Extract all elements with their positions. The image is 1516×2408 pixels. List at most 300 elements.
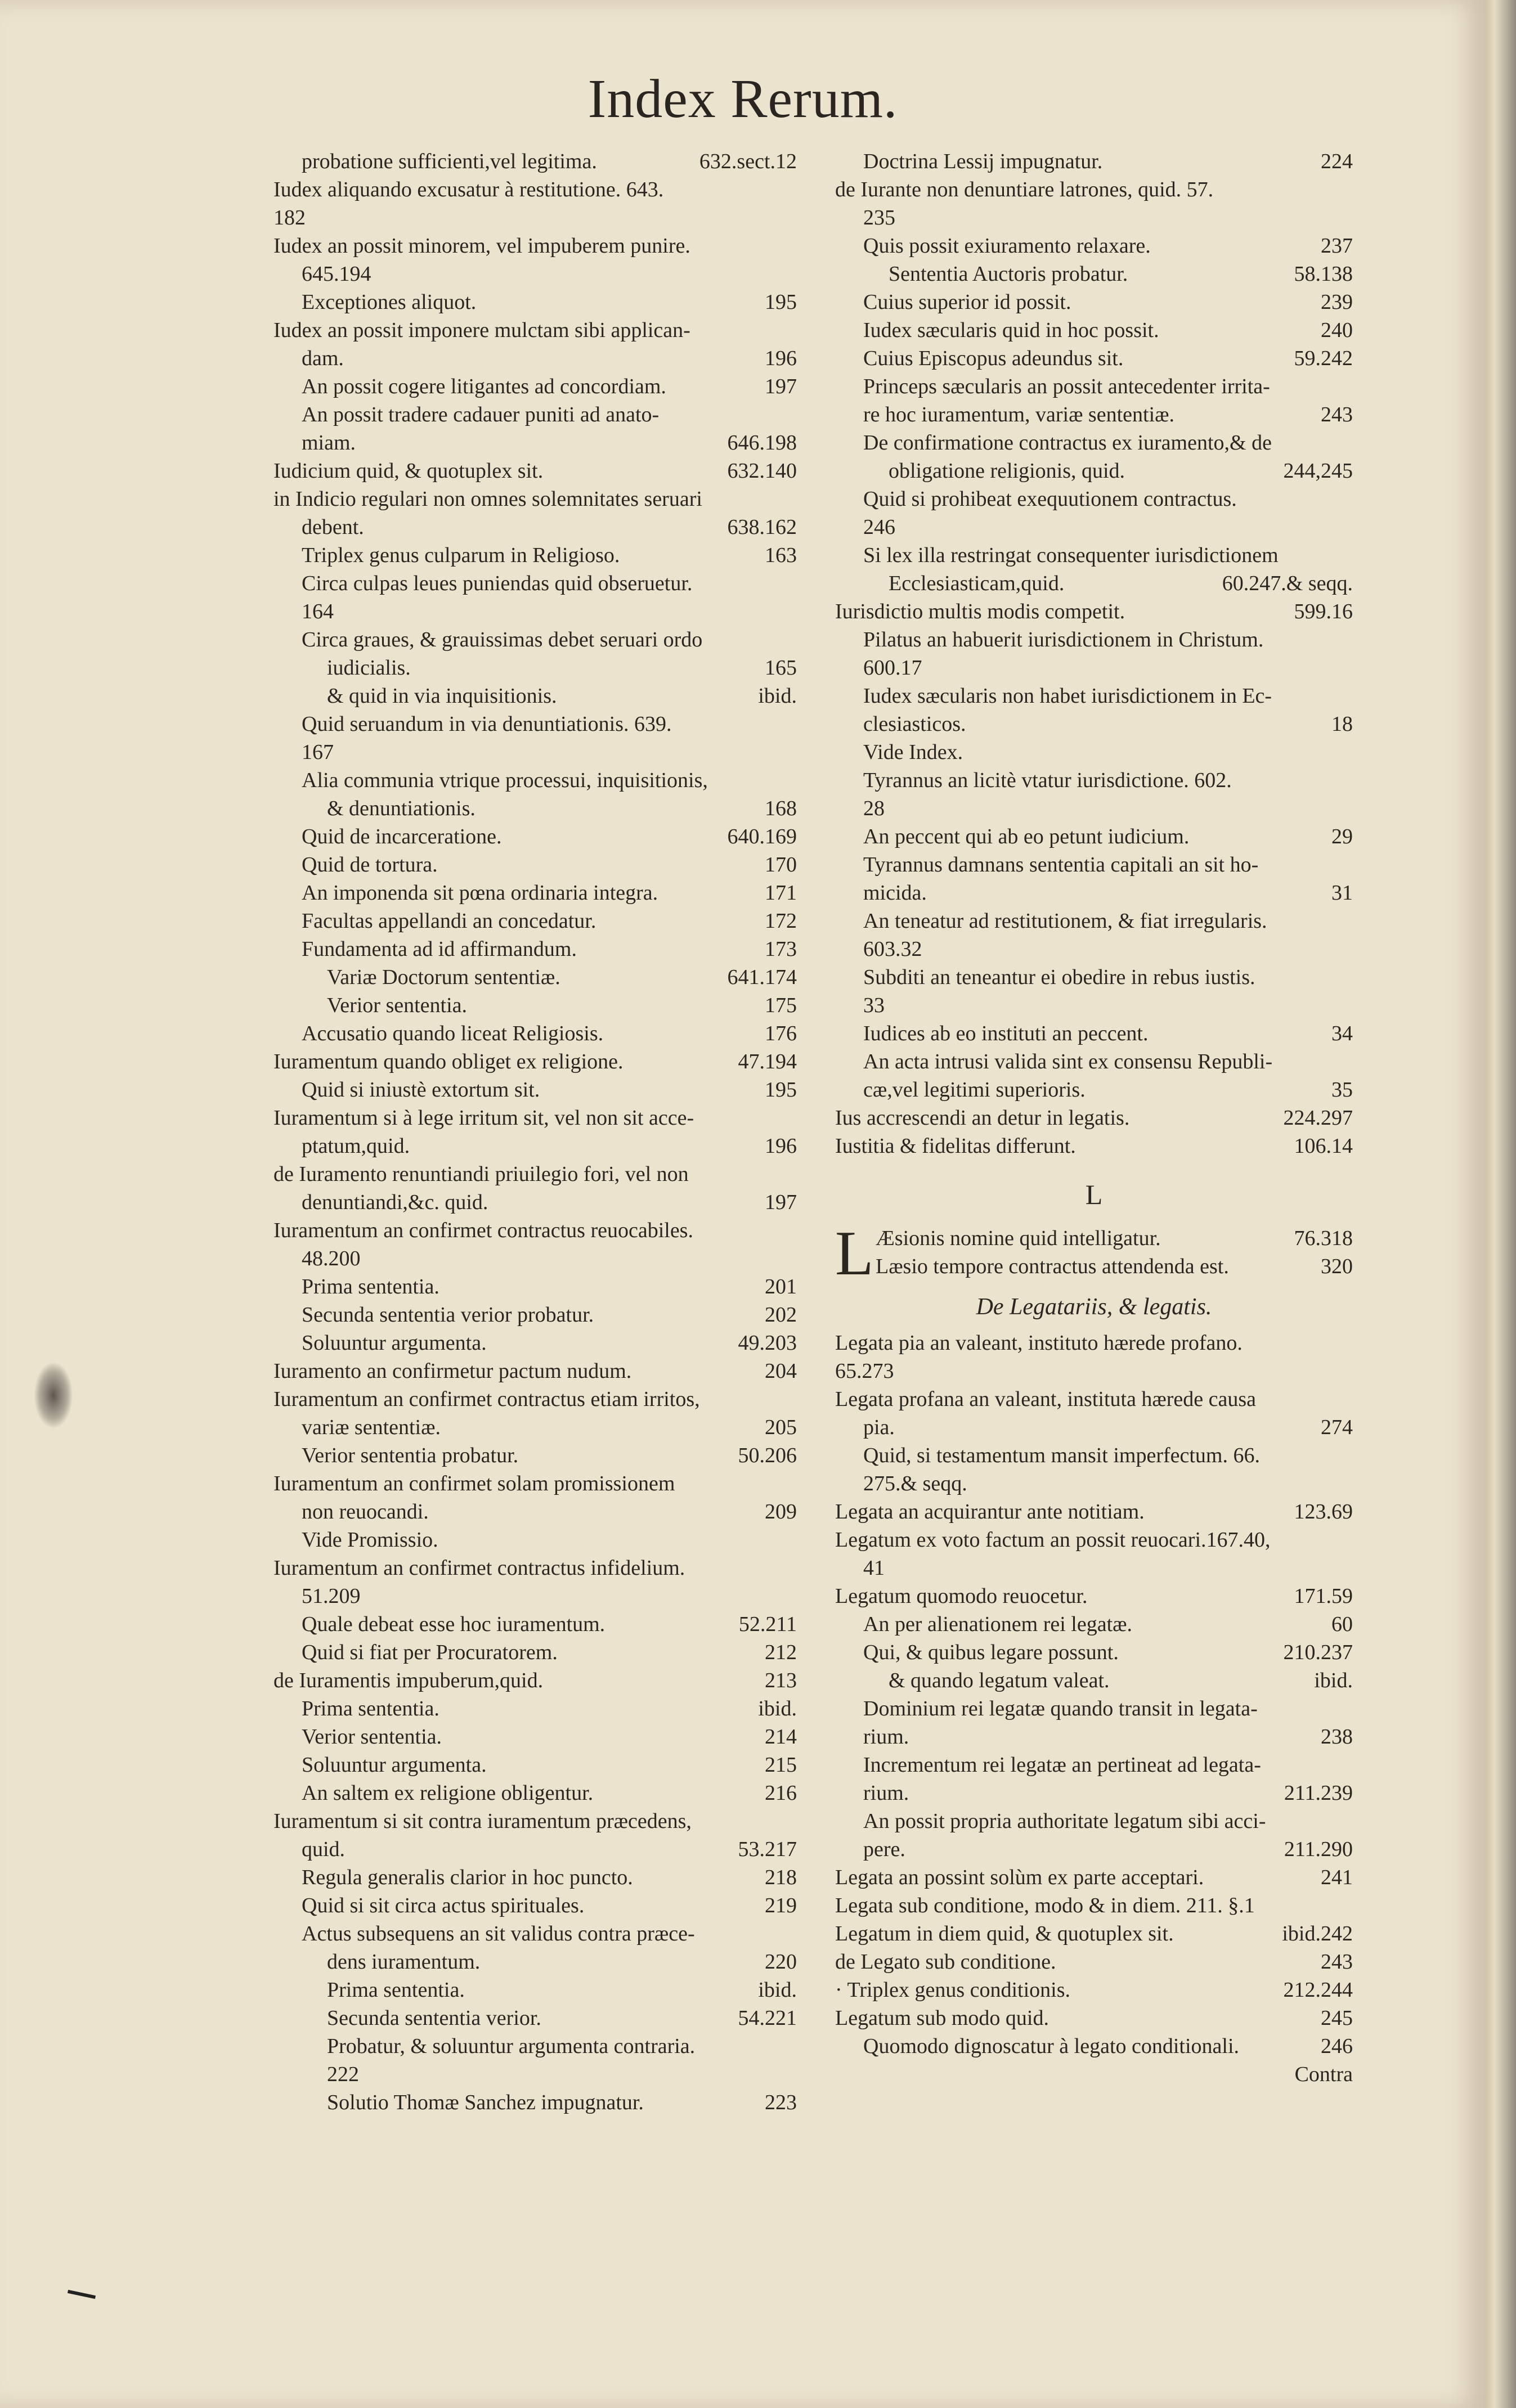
entry-text: rium. [863,1781,909,1805]
index-entry [273,1076,797,1104]
entry-text: Quomodo dignoscatur à legato conditionali. [863,2034,1240,2058]
index-entry [835,794,1353,823]
entry-page-ref: 196 [765,1134,797,1158]
entry-text: Vide Index. [863,740,963,764]
entry-page-ref: 197 [765,375,797,398]
index-entry [273,991,797,1019]
index-entry [273,1751,797,1779]
index-entry [835,682,1353,710]
entry-text: Verior sententia probatur. [302,1444,519,1467]
entry-text: cæ,vel legitimi superioris. [863,1078,1086,1102]
entry-text: Quale debeat esse hoc iuramentum. [302,1612,605,1636]
index-entry [835,1413,1353,1441]
entry-text: Iuramento an confirmetur pactum nudum. [273,1359,632,1383]
entry-page-ref: 34 [1331,1022,1353,1045]
index-entry [273,204,797,232]
index-entry [835,372,1353,401]
entry-text: de Iuramento renuntiandi priuilegio fori, vel non [273,1162,689,1186]
entry-page-ref: 54.221 [738,2006,797,2030]
entry-text: Iudex an possit minorem, vel impuberem punire. [273,234,690,258]
entry-text: An acta intrusi valida sint ex consensu Republi- [863,1050,1273,1073]
entry-page-ref: 209 [765,1500,797,1524]
entry-text: Legata an possint solùm ex parte acceptari. [835,1866,1204,1889]
entry-page-ref: 646.198 [727,431,797,455]
entry-text: 51.209 [302,1584,361,1608]
index-entry [835,1751,1353,1779]
index-entry [273,372,797,401]
entry-page-ref: 53.217 [738,1838,797,1861]
index-entry [273,1357,797,1385]
index-entry [835,1666,1353,1695]
index-entry [273,1273,797,1301]
entry-text: Iustitia & fidelitas differunt. [835,1134,1076,1158]
index-entry [273,1216,797,1245]
index-entry [273,1695,797,1723]
index-entry [273,1160,797,1188]
entry-text: Incrementum rei legatæ an pertineat ad legata- [863,1753,1261,1777]
index-entry [273,794,797,823]
entry-text: Iuramentum an confirmet contractus etiam irritos, [273,1387,700,1411]
index-entry [835,991,1353,1019]
index-entry [835,851,1353,879]
index-entry [835,401,1353,429]
index-entry [835,541,1353,569]
index-entry [273,738,797,766]
index-entry [273,344,797,372]
drop-cap: L [835,1219,874,1288]
entry-page-ref: 172 [765,909,797,933]
entry-text: miam. [302,431,356,455]
entry-text: Solutio Thomæ Sanchez impugnatur. [327,2091,644,2114]
entry-text: An peccent qui ab eo petunt iudicium. [863,825,1190,848]
entry-text: & quando legatum valeat. [889,1669,1110,1692]
entry-text: de Iuramentis impuberum,quid. [273,1669,544,1692]
entry-page-ref: ibid. [758,684,797,708]
entry-page-ref: 240 [1321,318,1353,342]
entry-page-ref: 245 [1321,2006,1353,2030]
entry-text: Ius accrescendi an detur in legatis. [835,1106,1130,1130]
entry-page-ref: 163 [765,543,797,567]
index-entry [273,935,797,963]
entry-page-ref: 76.318 [1294,1227,1353,1250]
entry-text: debent. [302,515,364,539]
index-entry [835,1252,1353,1281]
entry-text: Iudex sæcularis non habet iurisdictionem in Ec- [863,684,1272,708]
index-entry [835,738,1353,766]
index-entry [835,1554,1353,1582]
entry-text: Iudicium quid, & quotuplex sit. [273,459,544,483]
index-entry [273,1301,797,1329]
entry-page-ref: 59.242 [1294,347,1353,370]
entry-text: & quid in via inquisitionis. [327,684,557,708]
entry-text: Fundamenta ad id affirmandum. [302,937,577,961]
entry-page-ref: 176 [765,1022,797,1045]
entry-page-ref: 29 [1331,825,1353,848]
index-entry [273,626,797,654]
index-entry [835,1695,1353,1723]
entry-text: An possit cogere litigantes ad concordiam. [302,375,666,398]
entry-page-ref: 218 [765,1866,797,1889]
entry-page-ref: 196 [765,347,797,370]
entry-page-ref: 165 [765,656,797,680]
entry-text: Prima sententia. [302,1697,439,1720]
entry-text: re hoc iuramentum, variæ sententiæ. [863,403,1174,426]
index-entry [835,513,1353,541]
entry-page-ref: 640.169 [727,825,797,848]
index-entry [273,232,797,260]
entry-text: iudicialis. [327,656,411,680]
entry-text: & denuntiationis. [327,797,476,820]
entry-text: Prima sententia. [327,1978,465,2002]
page-edge [1486,0,1516,2408]
entry-page-ref: 213 [765,1669,797,1692]
index-entry [273,1019,797,1048]
index-entry [835,1329,1353,1357]
entry-text: probatione sufficienti,vel legitima. [302,150,597,173]
entry-page-ref: 195 [765,290,797,314]
index-entry [273,1329,797,1357]
entry-page-ref: 211.290 [1284,1838,1353,1861]
index-entry [835,654,1353,682]
entry-text: dens iuramentum. [327,1950,481,1974]
index-entry [835,176,1353,204]
entry-text: Legata profana an valeant, instituta hærede causa [835,1387,1257,1411]
entry-text: de Iurante non denuntiare latrones, quid. 57. [835,178,1214,201]
index-entry [835,147,1353,176]
entry-text: Legatum ex voto factum an possit reuocari.167.40, [835,1528,1271,1552]
index-entry [835,1470,1353,1498]
entry-page-ref: 58.138 [1294,262,1353,286]
index-entry [273,2060,797,2088]
index-entry [835,907,1353,935]
entry-text: Legata an acquirantur ante notitiam. [835,1500,1145,1524]
entry-page-ref: 239 [1321,290,1353,314]
entry-text: Dominium rei legatæ quando transit in legata- [863,1697,1258,1720]
entry-text: 41 [863,1556,885,1580]
entry-page-ref: 274 [1321,1416,1353,1439]
index-entry [835,2032,1353,2060]
entry-page-ref: 168 [765,797,797,820]
entry-page-ref: 223 [765,2091,797,2114]
entry-page-ref: 599.16 [1294,600,1353,623]
index-entry [273,2004,797,2032]
index-entry [273,513,797,541]
entry-page-ref: 224 [1321,150,1353,173]
index-entry [835,569,1353,597]
index-entry [835,1723,1353,1751]
entry-text: Iuramentum si à lege irritum sit, vel non sit acce- [273,1106,694,1130]
entry-text: An per alienationem rei legatæ. [863,1612,1132,1636]
index-entry [835,260,1353,288]
entry-text: 65.273 [835,1359,894,1383]
index-entry [273,1441,797,1470]
margin-mark [68,2290,96,2299]
entry-text: Iudices ab eo instituti an peccent. [863,1022,1149,1045]
entry-text: Legata pia an valeant, instituto hærede profano. [835,1331,1243,1355]
index-entry [273,1920,797,1948]
index-entry [273,654,797,682]
entry-page-ref: ibid. [758,1978,797,2002]
index-entry [835,766,1353,794]
entry-page-ref: 47.194 [738,1050,797,1073]
entry-text: Facultas appellandi an concedatur. [302,909,596,933]
index-entry [835,1019,1353,1048]
right-column [835,147,1353,2088]
entry-text: 167 [302,740,334,764]
entry-text: Verior sententia. [302,1725,442,1749]
entry-text: Vide Promissio. [302,1528,438,1552]
entry-page-ref: 49.203 [738,1331,797,1355]
entry-text: 600.17 [863,656,922,680]
entry-text: Æsionis nomine quid intelligatur. [876,1227,1161,1250]
entry-text: ptatum,quid. [302,1134,410,1158]
entry-text: Iuramentum quando obliget ex religione. [273,1050,624,1073]
entry-text: 164 [302,600,334,623]
entry-page-ref: 214 [765,1725,797,1749]
index-entry [273,176,797,204]
entry-text: Læsio tempore contractus attendenda est. [876,1255,1229,1278]
index-entry [273,147,797,176]
index-entry [273,1132,797,1160]
entry-text: Si lex illa restringat consequenter iurisdictionem [863,543,1279,567]
index-entry [835,1441,1353,1470]
entry-text: Probatur, & soluuntur argumenta contraria. [327,2034,696,2058]
entry-text: 48.200 [302,1247,361,1270]
entry-text: Quid, si testamentum mansit imperfectum. 66. [863,1444,1260,1467]
entry-text: De confirmatione contractus ex iuramento,& de [863,431,1272,455]
entry-text: An possit tradere cadauer puniti ad anato- [302,403,660,426]
index-entry [273,1976,797,2004]
entry-text: Iudex sæcularis quid in hoc possit. [863,318,1159,342]
entry-text: Iuramentum an confirmet solam promissionem [273,1472,675,1495]
index-entry [273,851,797,879]
index-entry [835,935,1353,963]
entry-text: Verior sententia. [327,994,468,1017]
entry-page-ref: 224.297 [1283,1106,1353,1130]
index-entry [273,1582,797,1610]
index-entry [835,1779,1353,1807]
entry-text: 645.194 [302,262,371,286]
index-entry [835,429,1353,457]
index-entry [273,1385,797,1413]
index-entry [835,457,1353,485]
entry-text: Ecclesiasticam,quid. [889,572,1065,595]
entry-text: Alia communia vtrique processui, inquisitionis, [302,769,708,792]
index-entry [835,2004,1353,2032]
index-entry [273,288,797,316]
index-entry [835,344,1353,372]
entry-text: rium. [863,1725,909,1749]
index-entry [273,260,797,288]
entry-text: denuntiandi,&c. quid. [302,1190,488,1214]
index-entry [273,682,797,710]
entry-page-ref: 170 [765,853,797,877]
entry-page-ref: 211.239 [1284,1781,1353,1805]
entry-text: Quid seruandum in via denuntiationis. 639. [302,712,672,736]
entry-text: Circa culpas leues puniendas quid obseruetur. [302,572,693,595]
entry-text: 603.32 [863,937,922,961]
entry-text: Legata sub conditione, modo & in diem. 211. §.1 [835,1894,1255,1917]
entry-text: Pilatus an habuerit iurisdictionem in Christum. [863,628,1264,652]
entry-text: Iudex an possit imponere mulctam sibi applican- [273,318,690,342]
entry-page-ref: 641.174 [727,965,797,989]
entry-text: Tyrannus an licitè vtatur iurisdictione. 602. [863,769,1232,792]
index-entry [273,1666,797,1695]
index-entry [835,1048,1353,1076]
entry-text: An teneatur ad restitutionem, & fiat irregularis. [863,909,1267,933]
entry-page-ref: 60.247.& seqq. [1222,572,1353,595]
index-entry [835,1582,1353,1610]
index-entry [835,1807,1353,1835]
index-entry [835,626,1353,654]
index-entry [273,569,797,597]
index-entry [273,1048,797,1076]
entry-page-ref: 123.69 [1294,1500,1353,1524]
index-entry [835,232,1353,260]
entry-page-ref: 212 [765,1641,797,1664]
index-entry [835,963,1353,991]
index-entry [835,1863,1353,1892]
subsection-heading: De Legatariis, & legatis. [976,1294,1212,1320]
entry-text: An possit propria authoritate legatum sibi acci- [863,1809,1266,1833]
index-entry [273,1245,797,1273]
entry-text: Circa graues, & grauissimas debet seruari ordo [302,628,703,652]
entry-page-ref: 210.237 [1283,1641,1353,1664]
entry-text: Variæ Doctorum sententiæ. [327,965,560,989]
entry-text: Actus subsequens an sit validus contra præce- [302,1922,695,1946]
entry-page-ref: 106.14 [1294,1134,1353,1158]
index-entry [835,823,1353,851]
index-entry [835,1638,1353,1666]
entry-text: Iuramentum an confirmet contractus reuocabiles. [273,1219,693,1242]
entry-page-ref: 35 [1331,1078,1353,1102]
entry-text: Soluuntur argumenta. [302,1753,487,1777]
entry-text: variæ sententiæ. [302,1416,441,1439]
index-entry [835,288,1353,316]
index-entry [835,204,1353,232]
entry-page-ref: 60 [1331,1612,1353,1636]
entry-text: Regula generalis clarior in hoc puncto. [302,1866,633,1889]
entry-page-ref: 638.162 [727,515,797,539]
index-entry [273,2032,797,2060]
entry-text: · Triplex genus conditionis. [835,1978,1071,2002]
index-entry [835,710,1353,738]
index-entry [835,1104,1353,1132]
entry-page-ref: 31 [1331,881,1353,905]
entry-page-ref: 202 [765,1303,797,1327]
index-entry [273,1104,797,1132]
index-entry [273,907,797,935]
entry-text: Iurisdictio multis modis competit. [835,600,1125,623]
entry-text: quid. [302,1838,346,1861]
entry-text: 235 [863,206,895,230]
entry-text: 275.& seqq. [863,1472,967,1495]
entry-text: Iuramentum si sit contra iuramentum præcedens, [273,1809,692,1833]
entry-text: obligatione religionis, quid. [889,459,1125,483]
entry-text: Qui, & quibus legare possunt. [863,1641,1119,1664]
index-entry [273,1413,797,1441]
index-entry [273,1526,797,1554]
entry-text: Subditi an teneantur ei obedire in rebus iustis. [863,965,1255,989]
section-letter: L [1085,1179,1103,1210]
index-entry [273,316,797,344]
index-entry [273,1498,797,1526]
index-entry [273,1723,797,1751]
index-entry [273,1554,797,1582]
entry-text: Exceptiones aliquot. [302,290,477,314]
entry-text: 28 [863,797,885,820]
index-entry [835,1920,1353,1948]
entry-page-ref: 18 [1331,712,1353,736]
index-entry [273,879,797,907]
ink-smudge [34,1362,73,1429]
entry-text: Cuius Episcopus adeundus sit. [863,347,1124,370]
index-entry [273,1188,797,1216]
index-entry [273,1892,797,1920]
index-entry [835,1976,1353,2004]
entry-page-ref: 215 [765,1753,797,1777]
index-entry [835,1948,1353,1976]
entry-text: non reuocandi. [302,1500,429,1524]
entry-page-ref: 195 [765,1078,797,1102]
entry-page-ref: 238 [1321,1725,1353,1749]
entry-text: Iudex aliquando excusatur à restitutione. 643. [273,178,664,201]
index-entry [273,2088,797,2117]
entry-page-ref: ibid. [758,1697,797,1720]
index-entry [835,1835,1353,1863]
index-entry [273,429,797,457]
entry-text: Quis possit exiuramento relaxare. [863,234,1151,258]
entry-page-ref: 244,245 [1283,459,1353,483]
entry-page-ref: 204 [765,1359,797,1383]
index-entry [273,485,797,513]
index-entry [273,1807,797,1835]
entry-page-ref: 171 [765,881,797,905]
entry-text: pia. [863,1416,895,1439]
index-entry [835,597,1353,626]
index-entry [835,316,1353,344]
entry-page-ref: 50.206 [738,1444,797,1467]
entry-page-ref: 632.140 [727,459,797,483]
index-entry [835,1610,1353,1638]
entry-page-ref: 197 [765,1190,797,1214]
entry-text: 246 [863,515,895,539]
index-entry [835,1076,1353,1104]
index-entry [835,485,1353,513]
entry-page-ref: 237 [1321,234,1353,258]
entry-text: clesiasticos. [863,712,966,736]
index-entry [835,879,1353,907]
entry-text: Cuius superior id possit. [863,290,1071,314]
entry-page-ref: ibid. [1314,1669,1353,1692]
entry-text: Quid de incarceratione. [302,825,502,848]
index-entry [273,963,797,991]
entry-text: An imponenda sit pœna ordinaria integra. [302,881,658,905]
entry-text: pere. [863,1838,905,1861]
index-entry [835,1498,1353,1526]
index-entry [273,823,797,851]
entry-text: Quid de tortura. [302,853,438,877]
entry-page-ref: 243 [1321,403,1353,426]
index-entry [273,1779,797,1807]
entry-text: Quid si prohibeat exequutionem contractus. [863,487,1237,511]
entry-text: Legatum quomodo reuocetur. [835,1584,1088,1608]
entry-text: Prima sententia. [302,1275,439,1299]
entry-page-ref: 632.sect.12 [699,150,797,173]
entry-text: Secunda sententia verior. [327,2006,541,2030]
entry-text: Princeps sæcularis an possit antecedenter irrita- [863,375,1270,398]
entry-text: Legatum in diem quid, & quotuplex sit. [835,1922,1174,1946]
